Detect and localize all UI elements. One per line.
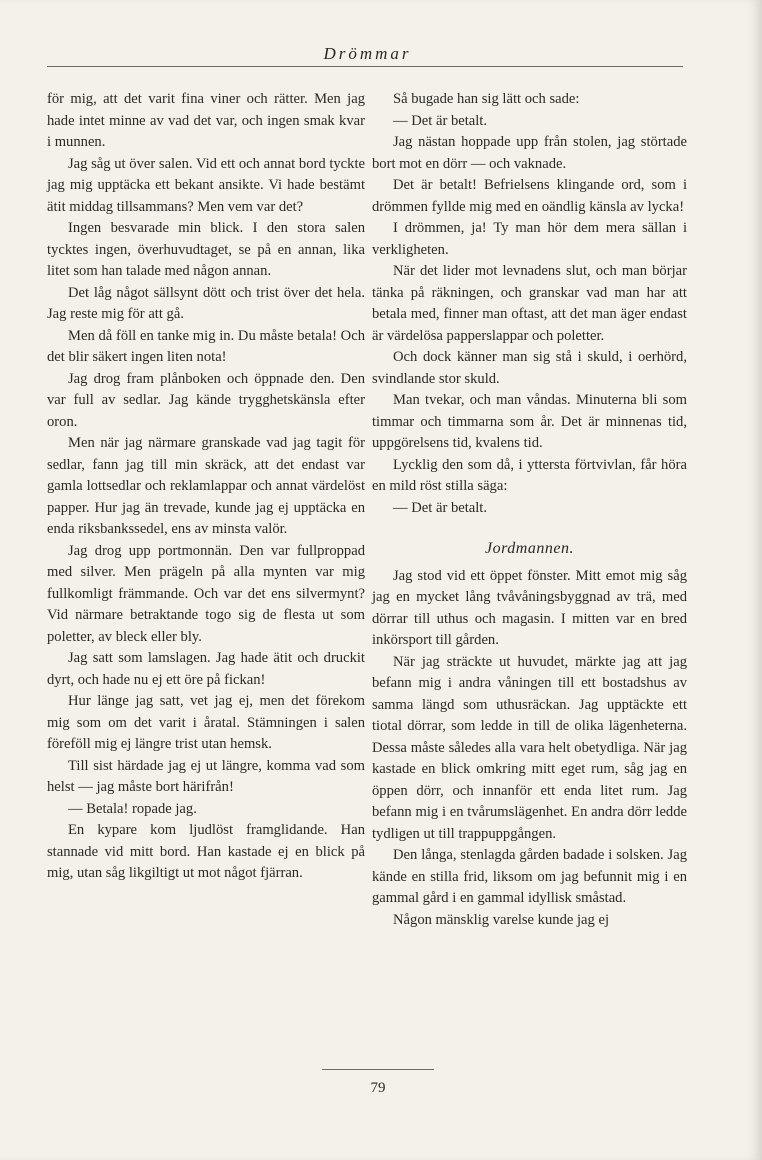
left-column: [47, 89, 365, 885]
page-number: 79: [370, 1080, 386, 1096]
paragraph: Jag drog upp portmonnän. Den var fullproppad med silver. Men prägeln på alla mynten var mig fullkomligt främmande. Och var det ens silvermynt? Vid närmare betraktande togo sig de flesta ut som poletter, av bleck eller bly.: [47, 542, 365, 645]
paragraph: — Det är betalt.: [393, 112, 488, 129]
paragraph: Det är betalt! Befrielsens klingande ord, som i drömmen fyllde mig med en oändlig känsla av lycka!: [372, 177, 687, 215]
paragraph: Hur länge jag satt, vet jag ej, men det förekom mig som om det varit i åratal. Stämningen i salen föreföll mig ej längre trist utan hemsk.: [47, 693, 365, 752]
paragraph: Någon mänsklig varelse kunde jag ej: [393, 911, 610, 928]
paragraph: Jag stod vid ett öppet fönster. Mitt emot mig såg jag en mycket lång tvåvåningsbyggnad av trä, med dörrar till uthus och magasin. I mitten var en bred inkörsport till gården.: [372, 567, 687, 648]
running-header: Drömmar: [323, 44, 412, 63]
section-title: Jordmannen.: [485, 540, 574, 557]
paragraph: När det lider mot levnadens slut, och man börjar tänka på räkningen, och granskar vad man har att betala med, finner man oftast, att det man äger endast är värdelösa papperslappar och poletter.: [372, 263, 687, 344]
right-column: [372, 89, 687, 931]
paragraph: Ingen besvarade min blick. I den stora salen tycktes ingen, överhuvudtaget, se på en annan, lika litet som han talade med någon annan.: [47, 220, 365, 279]
paragraph: Men då föll en tanke mig in. Du måste betala! Och det blir säkert ingen liten nota!: [47, 327, 365, 365]
paragraph: — Det är betalt.: [393, 499, 488, 516]
paragraph: Men när jag närmare granskade vad jag tagit för sedlar, fann jag till min skräck, att det endast var gamla lottsedlar och reklamlappar och annat värdelöst papper. Hur jag än trevade, kunde jag ej upptäcka en enda riksbankssedel, ens av minsta valör.: [47, 435, 365, 537]
paragraph: Man tvekar, och man våndas. Minuterna bli som timmar och timmarna som år. Det är minnenas tid, uppgörelsens tid, kvalens tid.: [372, 392, 687, 451]
paragraph: Jag drog fram plånboken och öppnade den. Den var full av sedlar. Jag kände trygghetskänsla efter oron.: [47, 370, 365, 430]
paragraph: Så bugade han sig lätt och sade:: [393, 91, 580, 107]
paragraph: Till sist härdade jag ej ut längre, komma vad som helst — jag måste bort härifrån!: [47, 757, 365, 795]
paragraph: Det låg något sällsynt dött och trist över det hela. Jag reste mig för att gå.: [47, 284, 365, 322]
paragraph: När jag sträckte ut huvudet, märkte jag att jag befann mig i andra våningen till ett bostadshus av samma längd som uthusräckan. Jag upptäckte ett tiotal dörrar, som ledde in till de olika lägenheterna. Dessa måste således alla vara helt obetydliga. När jag kastade en blick omkring mitt eget rum, såg jag en öppen dörr, och innanför ett enda litet rum. Jag befann mig i en tvårumslägenhet. En andra dörr ledde tydligen ut till trappuppgången.: [372, 653, 687, 842]
paragraph: I drömmen, ja! Ty man hör dem mera sällan i verkligheten.: [372, 220, 687, 258]
paragraph: Och dock känner man sig stå i skuld, i oerhörd, svindlande stor skuld.: [372, 349, 687, 387]
header-rule: [47, 66, 683, 67]
paragraph: Jag såg ut över salen. Vid ett och annat bord tyckte jag mig upptäcka ett bekant ansikte. Vi hade bestämt ätit middag tillsammans? Men vem var det?: [47, 155, 365, 215]
paragraph: En kypare kom ljudlöst framglidande. Han stannade vid mitt bord. Han kastade ej en blick på mig, utan såg likgiltigt ut mot något fjärran.: [47, 822, 365, 881]
paragraph: Jag nästan hoppade upp från stolen, jag störtade bort mot en dörr — och vaknade.: [372, 134, 687, 172]
paragraph: — Betala! ropade jag.: [68, 800, 197, 817]
paragraph: Jag satt som lamslagen. Jag hade ätit och druckit dyrt, och hade nu ej ett öre på fickan!: [47, 650, 365, 688]
paragraph: Lycklig den som då, i yttersta förtvivlan, får höra en mild röst stilla säga:: [372, 456, 687, 494]
paragraph: Den långa, stenlagda gården badade i solsken. Jag kände en stilla frid, liksom om jag befunnit mig i en gammal gård i en gammal idyllisk småstad.: [372, 847, 687, 906]
footer-rule: [322, 1069, 434, 1070]
paragraph: för mig, att det varit fina viner och rätter. Men jag hade intet minne av vad det var, och ingen smak kvar i munnen.: [47, 91, 365, 150]
